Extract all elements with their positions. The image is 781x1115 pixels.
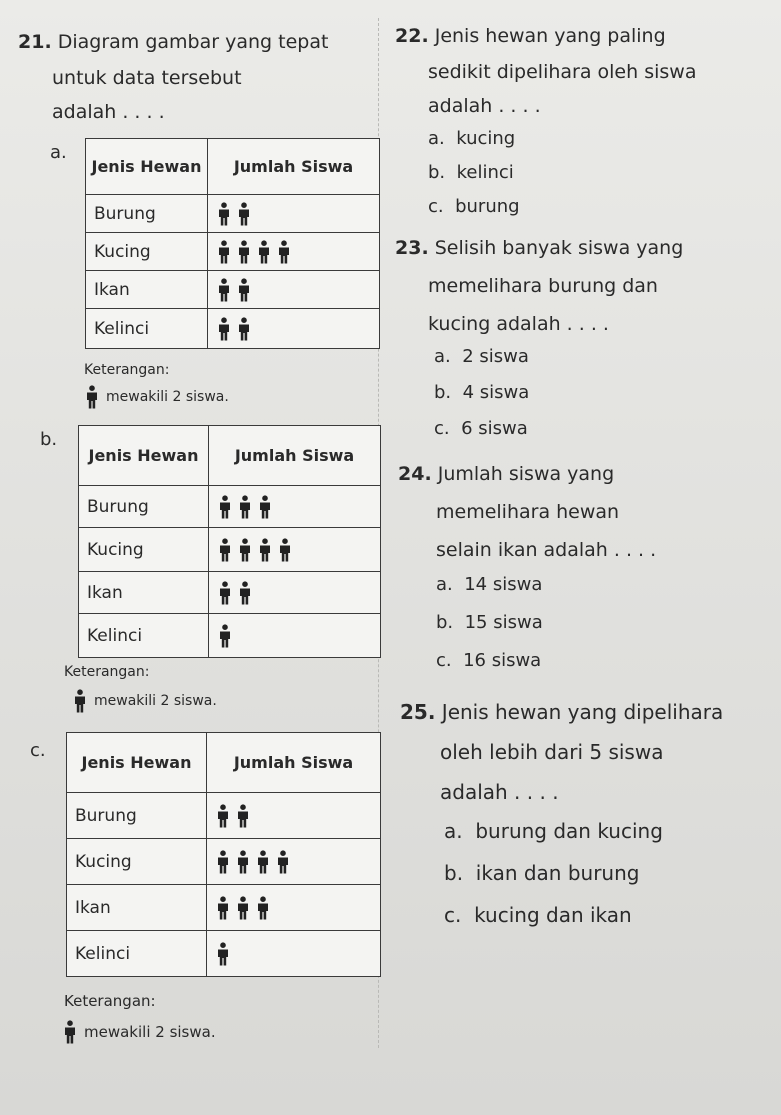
animal-cell: Ikan <box>86 271 208 309</box>
table-row <box>67 839 381 885</box>
q24-line3: selain ikan adalah . . . . <box>436 539 657 561</box>
person-icon <box>275 850 291 874</box>
animal-cell: Ikan <box>79 572 209 614</box>
table-row <box>67 793 381 839</box>
keterangan-b: Keterangan: <box>64 664 150 680</box>
q24-text-1: Jumlah siswa yang <box>437 463 615 485</box>
person-icons <box>216 202 379 226</box>
q24-option-b: b. 15 siswa <box>436 612 543 633</box>
person-icon <box>237 538 253 562</box>
q25-line3: adalah . . . . <box>440 780 559 804</box>
person-icon <box>257 495 273 519</box>
q23-text-1: Selisih banyak siswa yang <box>434 237 684 259</box>
pictogram-table-c <box>66 732 381 977</box>
q21-text-1: Diagram gambar yang tepat <box>57 31 329 53</box>
q22-option-c: c. burung <box>428 196 520 217</box>
header-count: Jumlah Siswa <box>208 139 380 195</box>
q21-option-a-label: a. <box>50 142 67 163</box>
animal-cell: Ikan <box>67 885 207 931</box>
q23-line1 <box>395 236 683 260</box>
q23-option-a: a. 2 siswa <box>434 346 529 367</box>
table-row <box>86 309 380 349</box>
table-row <box>86 233 380 271</box>
person-icons <box>216 278 379 302</box>
person-icons <box>215 850 380 874</box>
table-row <box>86 271 380 309</box>
person-icon <box>236 202 252 226</box>
q25-text-1: Jenis hewan yang dipelihara <box>441 700 724 724</box>
q24-line1 <box>398 462 614 486</box>
q25-option-c: c. kucing dan ikan <box>444 903 632 927</box>
q23-option-b: b. 4 siswa <box>434 382 530 403</box>
legend-text: mewakili 2 siswa. <box>106 389 229 405</box>
q21-line1 <box>18 30 328 54</box>
animal-cell: Burung <box>86 195 208 233</box>
q25-line1 <box>400 700 723 724</box>
person-icon <box>237 495 253 519</box>
q24-option-c: c. 16 siswa <box>436 650 542 671</box>
keterangan-a: Keterangan: <box>84 362 170 378</box>
q22-line2: sedikit dipelihara oleh siswa <box>428 61 697 83</box>
q21-line3: adalah . . . . <box>52 101 165 123</box>
person-icon <box>216 202 232 226</box>
header-count: Jumlah Siswa <box>207 733 381 793</box>
person-icon <box>215 896 231 920</box>
person-icon <box>277 538 293 562</box>
person-icon <box>236 317 252 341</box>
person-icon <box>217 581 233 605</box>
person-icon <box>72 689 88 713</box>
q24-number: 24. <box>398 463 432 485</box>
person-icons <box>217 495 380 519</box>
person-icon <box>217 624 233 648</box>
table-row <box>86 195 380 233</box>
person-icon <box>216 278 232 302</box>
legend-text: mewakili 2 siswa. <box>84 1023 216 1041</box>
person-icon <box>235 896 251 920</box>
animal-cell: Kelinci <box>86 309 208 349</box>
q23-line2: memelihara burung dan <box>428 275 658 297</box>
person-icon <box>237 581 253 605</box>
person-icon <box>217 495 233 519</box>
legend-c <box>62 1020 216 1044</box>
q21-number: 21. <box>18 31 52 53</box>
header-animal: Jenis Hewan <box>79 426 209 486</box>
q25-number: 25. <box>400 700 436 724</box>
q25-option-b: b. ikan dan burung <box>444 861 640 885</box>
header-animal: Jenis Hewan <box>67 733 207 793</box>
person-icon <box>276 240 292 264</box>
legend-text: mewakili 2 siswa. <box>94 693 217 709</box>
q23-option-c: c. 6 siswa <box>434 418 528 439</box>
person-icon <box>215 804 231 828</box>
person-icon <box>216 317 232 341</box>
keterangan-c: Keterangan: <box>64 992 156 1010</box>
q21-line2: untuk data tersebut <box>52 67 242 89</box>
person-icons <box>215 896 380 920</box>
person-icon <box>255 850 271 874</box>
table-row <box>67 885 381 931</box>
animal-cell: Burung <box>67 793 207 839</box>
person-icon <box>216 240 232 264</box>
table-row <box>79 614 381 658</box>
q23-number: 23. <box>395 237 429 259</box>
person-icons <box>216 317 379 341</box>
table-row <box>79 572 381 614</box>
animal-cell: Burung <box>79 486 209 528</box>
q22-option-b: b. kelinci <box>428 162 514 183</box>
q21-option-c-label: c. <box>30 740 46 761</box>
person-icon <box>255 896 271 920</box>
q22-number: 22. <box>395 25 429 47</box>
person-icon <box>236 240 252 264</box>
person-icons <box>216 240 379 264</box>
person-icons <box>217 538 380 562</box>
table-row <box>67 931 381 977</box>
person-icon <box>215 942 231 966</box>
person-icons <box>215 942 380 966</box>
q21-option-b-label: b. <box>40 429 58 450</box>
pictogram-table-a <box>85 138 380 349</box>
table-row <box>79 486 381 528</box>
animal-cell: Kelinci <box>67 931 207 977</box>
person-icons <box>217 624 380 648</box>
legend-a <box>84 385 229 409</box>
person-icon <box>84 385 100 409</box>
person-icon <box>217 538 233 562</box>
person-icon <box>235 804 251 828</box>
person-icons <box>215 804 380 828</box>
animal-cell: Kucing <box>79 528 209 572</box>
q22-text-1: Jenis hewan yang paling <box>434 25 666 47</box>
person-icon <box>62 1020 78 1044</box>
q22-line3: adalah . . . . <box>428 95 541 117</box>
legend-b <box>72 689 217 713</box>
q25-line2: oleh lebih dari 5 siswa <box>440 740 664 764</box>
animal-cell: Kucing <box>86 233 208 271</box>
q22-line1 <box>395 24 666 48</box>
animal-cell: Kucing <box>67 839 207 885</box>
q23-line3: kucing adalah . . . . <box>428 313 609 335</box>
table-row <box>79 528 381 572</box>
person-icons <box>217 581 380 605</box>
person-icon <box>257 538 273 562</box>
q24-line2: memelihara hewan <box>436 501 620 523</box>
person-icon <box>236 278 252 302</box>
q25-option-a: a. burung dan kucing <box>444 819 663 843</box>
pictogram-table-b <box>78 425 381 658</box>
q22-option-a: a. kucing <box>428 128 516 149</box>
person-icon <box>215 850 231 874</box>
header-count: Jumlah Siswa <box>209 426 381 486</box>
q24-option-a: a. 14 siswa <box>436 574 543 595</box>
person-icon <box>235 850 251 874</box>
animal-cell: Kelinci <box>79 614 209 658</box>
person-icon <box>256 240 272 264</box>
header-animal: Jenis Hewan <box>86 139 208 195</box>
